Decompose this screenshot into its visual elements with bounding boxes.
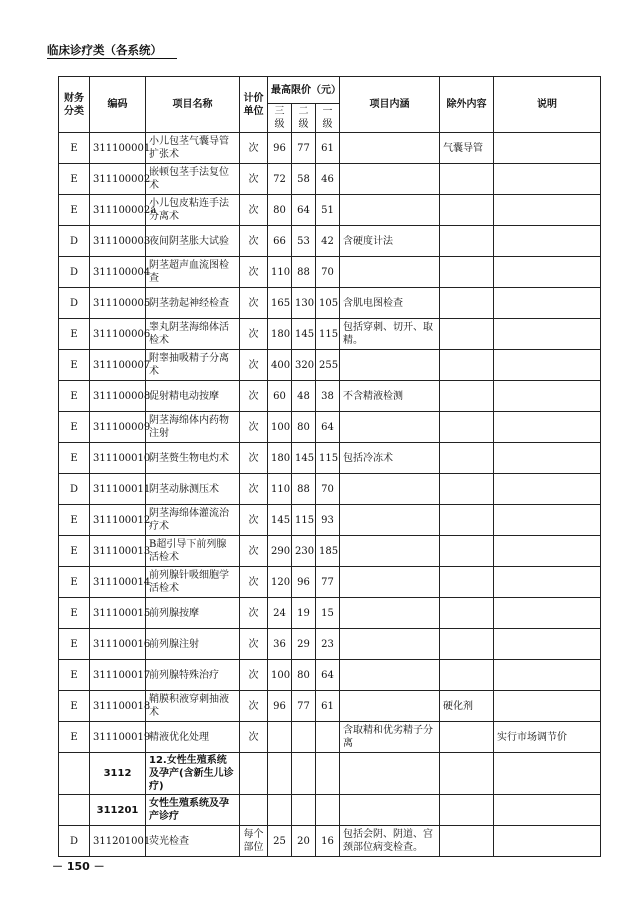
cell-code: 311100019 [90,722,146,753]
cell-category: D [59,257,90,288]
cell-category: E [59,691,90,722]
cell-exclusions [440,350,494,381]
cell-name: 前列腺针吸细胞学活检术 [146,567,240,598]
cell-content: 包括会阴、阴道、宫颈部位病变检查。 [340,826,440,857]
cell-price1: 61 [316,133,340,164]
cell-category: E [59,722,90,753]
cell-exclusions: 硬化剂 [440,691,494,722]
cell-name: 阴茎海绵体内药物注射 [146,412,240,443]
cell-code: 311100017 [90,660,146,691]
table-row [59,660,601,691]
cell-unit: 次 [240,412,268,443]
cell-price2: 145 [292,443,316,474]
cell-price1: 185 [316,536,340,567]
cell-notes [494,660,601,691]
cell-price3: 96 [268,691,292,722]
cell-price2: 145 [292,319,316,350]
cell-category: E [59,412,90,443]
cell-code: 311100016 [90,629,146,660]
cell-exclusions [440,195,494,226]
cell-name: 附睾抽吸精子分离术 [146,350,240,381]
cell-notes [494,826,601,857]
cell-price3: 25 [268,826,292,857]
cell-code: 311100007 [90,350,146,381]
cell-notes [494,381,601,412]
cell-unit: 次 [240,598,268,629]
cell-price2 [292,722,316,753]
cell-category: D [59,826,90,857]
col-level1: 一级 [316,104,340,133]
cell-notes [494,133,601,164]
cell-price2: 48 [292,381,316,412]
cell-name: 荧光检查 [146,826,240,857]
cell-code: 311100002 [90,164,146,195]
cell-exclusions [440,319,494,350]
cell-price2: 58 [292,164,316,195]
cell-price3 [268,795,292,826]
cell-price1: 77 [316,567,340,598]
category-row [59,753,601,795]
cell-code: 311201 [90,795,146,826]
cell-exclusions: 气囊导管 [440,133,494,164]
cell-price1: 70 [316,257,340,288]
section-title: 临床诊疗类（各系统） [47,43,162,57]
cell-price2: 19 [292,598,316,629]
cell-price3: 100 [268,660,292,691]
cell-unit: 次 [240,722,268,753]
cell-code: 311100018 [90,691,146,722]
cell-price2: 80 [292,660,316,691]
cell-notes [494,257,601,288]
cell-unit: 次 [240,691,268,722]
cell-code: 311100009 [90,412,146,443]
cell-unit: 次 [240,164,268,195]
cell-unit: 次 [240,536,268,567]
cell-exclusions [440,567,494,598]
cell-category: E [59,319,90,350]
cell-price2: 80 [292,412,316,443]
cell-price3: 66 [268,226,292,257]
cell-unit: 次 [240,288,268,319]
cell-price1: 15 [316,598,340,629]
cell-category: E [59,381,90,412]
cell-notes [494,598,601,629]
cell-code: 3112 [90,753,146,795]
cell-price3: 165 [268,288,292,319]
cell-exclusions [440,629,494,660]
cell-price3: 60 [268,381,292,412]
cell-content [340,598,440,629]
cell-price3: 120 [268,567,292,598]
cell-price1 [316,753,340,795]
cell-content [340,753,440,795]
cell-name: 嵌顿包茎手法复位术 [146,164,240,195]
cell-price1: 46 [316,164,340,195]
title-underline [47,58,177,59]
cell-name: 前列腺按摩 [146,598,240,629]
table-row [59,412,601,443]
cell-category: E [59,164,90,195]
cell-content: 含肌电图检查 [340,288,440,319]
table-row [59,691,601,722]
cell-price1: 38 [316,381,340,412]
cell-content [340,795,440,826]
cell-code: 311100005 [90,288,146,319]
cell-price1: 115 [316,319,340,350]
cell-price3: 80 [268,195,292,226]
cell-code: 311100014 [90,567,146,598]
cell-unit: 次 [240,350,268,381]
cell-name: 阴茎动脉测压术 [146,474,240,505]
cell-notes [494,629,601,660]
table-row [59,443,601,474]
cell-unit: 次 [240,629,268,660]
cell-content [340,474,440,505]
cell-name: B超引导下前列腺活检术 [146,536,240,567]
cell-content: 不含精液检测 [340,381,440,412]
cell-content [340,164,440,195]
table-row [59,133,601,164]
table-row [59,195,601,226]
cell-category: E [59,195,90,226]
cell-price3 [268,753,292,795]
cell-category: D [59,226,90,257]
cell-code: 311100002a [90,195,146,226]
cell-exclusions [440,826,494,857]
cell-unit: 次 [240,474,268,505]
cell-name: 小儿包皮粘连手法分离术 [146,195,240,226]
cell-name: 鞘膜积液穿刺抽液术 [146,691,240,722]
cell-category: E [59,660,90,691]
cell-content [340,350,440,381]
cell-price1: 70 [316,474,340,505]
cell-price1: 115 [316,443,340,474]
cell-notes [494,319,601,350]
cell-notes [494,443,601,474]
cell-unit: 次 [240,660,268,691]
cell-price3: 145 [268,505,292,536]
table-row [59,598,601,629]
cell-price2: 77 [292,133,316,164]
cell-exclusions [440,288,494,319]
table-row [59,381,601,412]
cell-content [340,536,440,567]
cell-notes [494,288,601,319]
cell-notes [494,350,601,381]
cell-price3: 36 [268,629,292,660]
col-unit: 计价 单位 [240,77,268,133]
cell-category: E [59,536,90,567]
cell-name: 睾丸阴茎海绵体活检术 [146,319,240,350]
cell-unit: 次 [240,226,268,257]
price-table [58,76,601,857]
col-notes: 说明 [494,77,601,133]
cell-unit: 次 [240,381,268,412]
cell-notes [494,567,601,598]
cell-notes [494,226,601,257]
cell-unit: 次 [240,195,268,226]
table-row [59,826,601,857]
cell-unit: 次 [240,133,268,164]
cell-notes [494,505,601,536]
cell-price2: 115 [292,505,316,536]
cell-content [340,567,440,598]
cell-price1: 64 [316,660,340,691]
cell-code: 311100013 [90,536,146,567]
cell-exclusions [440,505,494,536]
cell-price2: 320 [292,350,316,381]
cell-exclusions [440,598,494,629]
col-code: 编码 [90,77,146,133]
cell-price3: 180 [268,319,292,350]
cell-exclusions [440,722,494,753]
cell-code: 311100011 [90,474,146,505]
cell-content [340,257,440,288]
cell-price1: 105 [316,288,340,319]
cell-price2: 230 [292,536,316,567]
table-row [59,567,601,598]
cell-price1: 51 [316,195,340,226]
cell-category: E [59,133,90,164]
cell-category: E [59,598,90,629]
page-number: － 150 － [52,860,105,873]
table-row [59,474,601,505]
cell-name: 促射精电动按摩 [146,381,240,412]
cell-price2: 53 [292,226,316,257]
cell-exclusions [440,795,494,826]
cell-notes [494,195,601,226]
table-row [59,257,601,288]
cell-exclusions [440,226,494,257]
cell-price3: 400 [268,350,292,381]
cell-price2: 88 [292,474,316,505]
cell-price1: 64 [316,412,340,443]
table-row [59,319,601,350]
table-row [59,164,601,195]
cell-unit: 每个部位 [240,826,268,857]
cell-price3: 96 [268,133,292,164]
cell-content [340,505,440,536]
cell-price1: 16 [316,826,340,857]
cell-price1: 255 [316,350,340,381]
cell-price1: 61 [316,691,340,722]
cell-name: 12.女性生殖系统及孕产(含新生儿诊疗) [146,753,240,795]
cell-category: E [59,350,90,381]
cell-price3 [268,722,292,753]
cell-content [340,133,440,164]
cell-notes [494,691,601,722]
cell-code: 311100015 [90,598,146,629]
cell-price3: 24 [268,598,292,629]
cell-price2: 96 [292,567,316,598]
cell-exclusions [440,536,494,567]
cell-unit [240,795,268,826]
table-row [59,288,601,319]
col-price-group: 最高限价（元） [268,77,340,104]
cell-price3: 180 [268,443,292,474]
cell-price2: 64 [292,195,316,226]
cell-price2: 29 [292,629,316,660]
cell-code: 311201001 [90,826,146,857]
cell-category: E [59,567,90,598]
cell-name: 精液优化处理 [146,722,240,753]
cell-category: D [59,288,90,319]
cell-unit: 次 [240,257,268,288]
cell-name: 阴茎勃起神经检查 [146,288,240,319]
cell-notes [494,474,601,505]
cell-notes [494,536,601,567]
col-name: 项目名称 [146,77,240,133]
cell-content: 包括穿刺、切开、取精。 [340,319,440,350]
col-category: 财务 分类 [59,77,90,133]
cell-price2: 88 [292,257,316,288]
cell-price2 [292,795,316,826]
cell-content [340,412,440,443]
cell-notes [494,412,601,443]
cell-content: 含取精和优劣精子分离 [340,722,440,753]
cell-category [59,753,90,795]
cell-exclusions [440,381,494,412]
cell-category: D [59,474,90,505]
cell-category: E [59,505,90,536]
cell-content [340,660,440,691]
cell-name: 前列腺特殊治疗 [146,660,240,691]
cell-unit: 次 [240,443,268,474]
cell-price2: 130 [292,288,316,319]
cell-price3: 72 [268,164,292,195]
cell-category [59,795,90,826]
cell-name: 阴茎超声血流图检查 [146,257,240,288]
cell-notes: 实行市场调节价 [494,722,601,753]
cell-unit [240,753,268,795]
col-content: 项目内涵 [340,77,440,133]
cell-exclusions [440,660,494,691]
cell-price1 [316,722,340,753]
cell-notes [494,164,601,195]
table-row [59,505,601,536]
cell-price2: 20 [292,826,316,857]
cell-name: 女性生殖系统及孕产诊疗 [146,795,240,826]
table-row [59,629,601,660]
col-exclusions: 除外内容 [440,77,494,133]
table-row [59,226,601,257]
cell-price3: 110 [268,257,292,288]
col-level2: 二级 [292,104,316,133]
cell-code: 311100012 [90,505,146,536]
cell-price1: 23 [316,629,340,660]
cell-price3: 100 [268,412,292,443]
cell-name: 前列腺注射 [146,629,240,660]
cell-code: 311100006 [90,319,146,350]
cell-code: 311100004 [90,257,146,288]
cell-price1: 42 [316,226,340,257]
table-row [59,350,601,381]
cell-category: E [59,629,90,660]
table-row [59,536,601,567]
cell-exclusions [440,164,494,195]
cell-price3: 290 [268,536,292,567]
cell-price1: 93 [316,505,340,536]
cell-price2 [292,753,316,795]
cell-content: 含硬度计法 [340,226,440,257]
cell-price2: 77 [292,691,316,722]
category-row [59,795,601,826]
cell-price1 [316,795,340,826]
col-level3: 三级 [268,104,292,133]
cell-notes [494,795,601,826]
cell-unit: 次 [240,505,268,536]
cell-exclusions [440,753,494,795]
cell-category: E [59,443,90,474]
cell-unit: 次 [240,567,268,598]
cell-price3: 110 [268,474,292,505]
cell-code: 311100010 [90,443,146,474]
cell-content [340,691,440,722]
table-row [59,722,601,753]
cell-name: 夜间阴茎胀大试验 [146,226,240,257]
cell-name: 小儿包茎气囊导管扩张术 [146,133,240,164]
cell-unit: 次 [240,319,268,350]
cell-exclusions [440,257,494,288]
cell-name: 阴茎赘生物电灼术 [146,443,240,474]
cell-code: 311100008 [90,381,146,412]
cell-content: 包括冷冻术 [340,443,440,474]
cell-exclusions [440,412,494,443]
cell-name: 阴茎海绵体灌流治疗术 [146,505,240,536]
cell-code: 311100001 [90,133,146,164]
cell-content [340,195,440,226]
cell-code: 311100003 [90,226,146,257]
cell-exclusions [440,443,494,474]
cell-notes [494,753,601,795]
cell-content [340,629,440,660]
cell-exclusions [440,474,494,505]
